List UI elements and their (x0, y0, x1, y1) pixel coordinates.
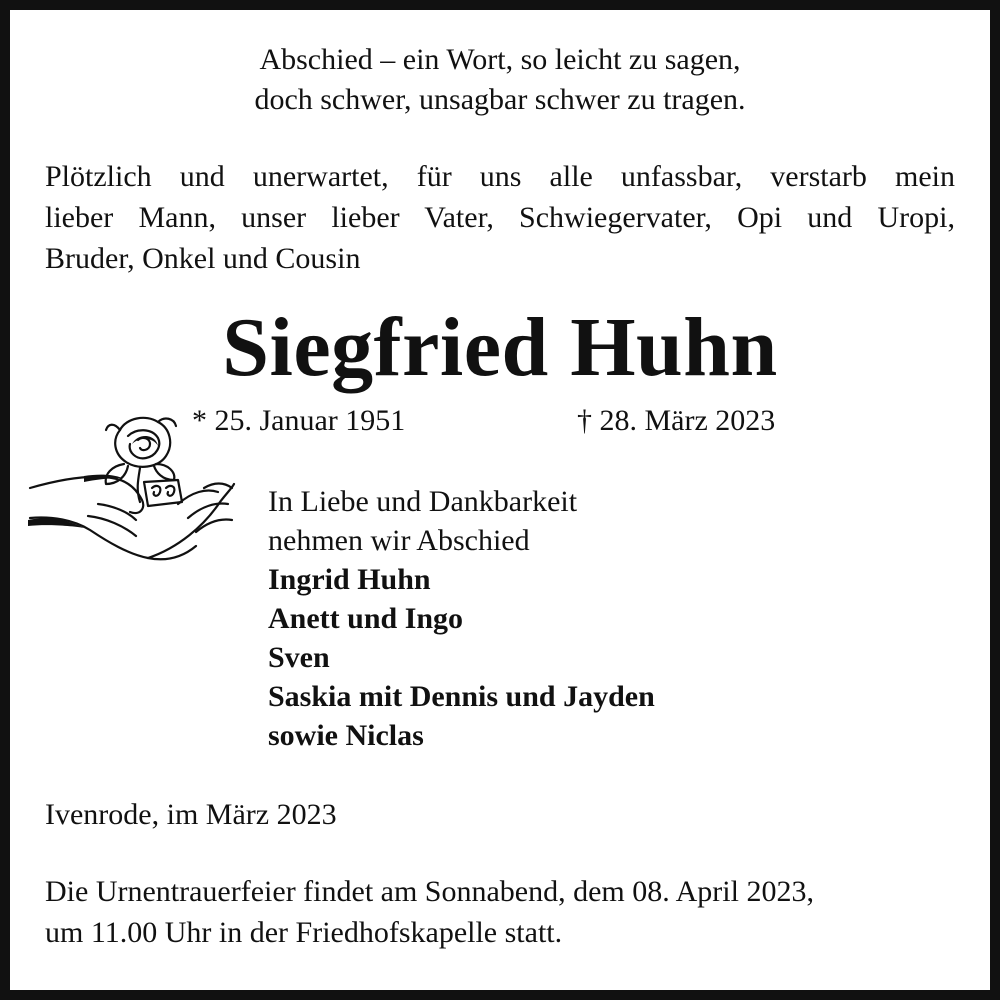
family-member: sowie Niclas (268, 719, 424, 752)
rose-in-hands-icon (28, 408, 238, 583)
family-line-1: In Liebe und Dankbarkeit (268, 485, 578, 518)
deceased-name: Siegfried Huhn (222, 301, 778, 394)
family-member: Ingrid Huhn (268, 563, 431, 596)
death-date: † 28. März 2023 (577, 404, 776, 437)
service-line-2: um 11.00 Uhr in der Friedhofskapelle statt. (45, 916, 563, 949)
place-and-date: Ivenrode, im März 2023 (45, 798, 337, 831)
birth-date: * 25. Januar 1951 (192, 404, 406, 437)
family-section (268, 482, 655, 755)
intro-text (45, 156, 955, 279)
service-info (45, 871, 955, 953)
memorial-verse (10, 40, 990, 120)
intro-line-2: lieber Mann, unser lieber Vater, Schwiegervater, Opi und Uropi, (45, 201, 955, 234)
family-member: Saskia mit Dennis und Jayden (268, 680, 655, 713)
intro-line-3: Bruder, Onkel und Cousin (45, 242, 361, 275)
verse-line-1: Abschied – ein Wort, so leicht zu sagen, (259, 43, 741, 76)
intro-line-1: Plötzlich und unerwartet, für uns alle unfassbar, verstarb mein (45, 160, 955, 193)
family-member: Anett und Ingo (268, 602, 464, 635)
family-line-2: nehmen wir Abschied (268, 524, 530, 557)
service-line-1: Die Urnentrauerfeier findet am Sonnabend, dem 08. April 2023, (45, 875, 814, 908)
family-member: Sven (268, 641, 330, 674)
verse-line-2: doch schwer, unsagbar schwer zu tragen. (254, 83, 746, 116)
